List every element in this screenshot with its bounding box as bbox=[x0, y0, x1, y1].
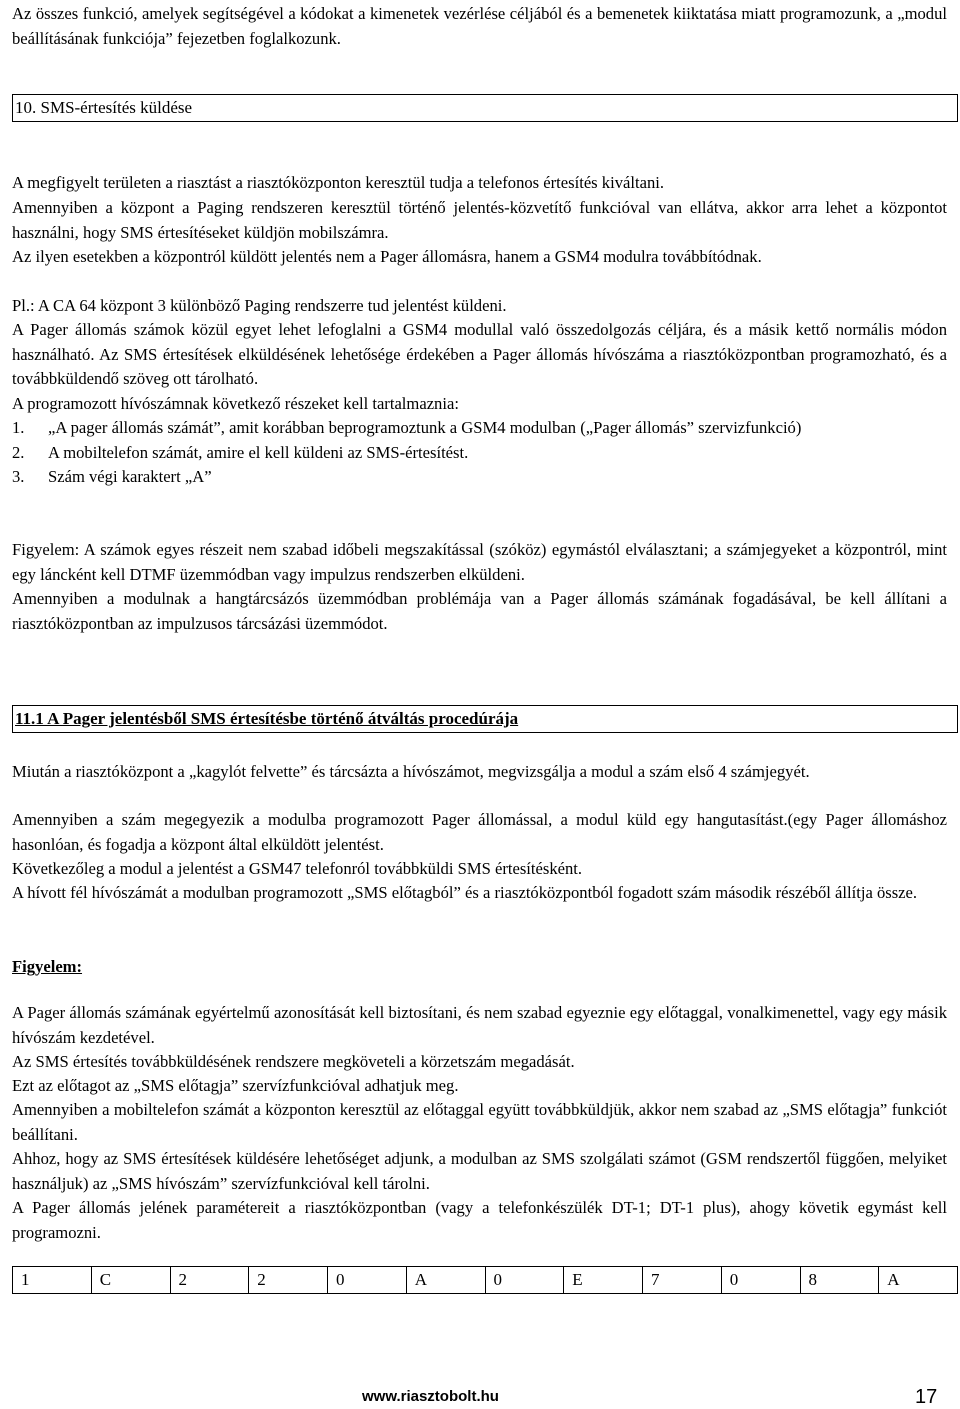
section-10-heading: 10. SMS-értesítés küldése bbox=[12, 94, 958, 122]
figyelem-p3: Ezt az előtagot az „SMS előtagja” szervízfunkcióval adhatjuk meg. bbox=[12, 1076, 459, 1095]
section-10-p4: Pl.: A CA 64 központ 3 különböző Paging rendszerre tud jelentést küldeni. bbox=[12, 296, 507, 315]
section-11-p3: Következőleg a modul a jelentést a GSM47 telefonról továbbküldi SMS értesítésként. bbox=[12, 859, 583, 878]
list-item-text: „A pager állomás számát”, amit korábban beprogramoztunk a GSM4 modulban („Pager állomás” szervizfunkció) bbox=[48, 418, 802, 437]
list-item-text: Szám végi karaktert „A” bbox=[48, 467, 212, 486]
list-item-number: 2. bbox=[12, 442, 25, 462]
list-item bbox=[12, 465, 947, 490]
page-number: 17 bbox=[915, 1386, 938, 1408]
figyelem-p1: A Pager állomás számának egyértelmű azonosítását kell biztosítani, és nem szabad egyeznie egy előtaggal, vonalkimenettel, vagy egy másik hívószám kezdetével. bbox=[12, 1003, 947, 1047]
table-row bbox=[13, 1267, 958, 1294]
section-11-heading: 11.1 A Pager jelentésből SMS értesítésbe történő átváltás procedúrája bbox=[12, 705, 958, 733]
figyelem-p5: Ahhoz, hogy az SMS értesítések küldésére lehetőséget adjunk, a modulban az SMS szolgálati számot (GSM rendszertől függően, melyiket használjuk) az „SMS hívószám” szervízfunkcióval kell tárolni. bbox=[12, 1149, 947, 1193]
footer-url: www.riasztobolt.hu bbox=[362, 1388, 499, 1405]
code-cell: 2 bbox=[170, 1267, 249, 1294]
figyelem-p6: A Pager állomás jelének paramétereit a riasztóközpontban (vagy a telefonkészülék DT-1; DT-1 plus), ahogy követik egymást kell programozni. bbox=[12, 1198, 947, 1242]
list-item bbox=[12, 441, 947, 466]
list-item-text: A mobiltelefon számát, amire el kell küldeni az SMS-értesítést. bbox=[48, 442, 469, 462]
number-parts-list bbox=[12, 416, 947, 490]
code-cell: 8 bbox=[800, 1267, 879, 1294]
list-item-number: 1. bbox=[12, 418, 25, 437]
code-cell: 1 bbox=[13, 1267, 92, 1294]
section-10-p3: Az ilyen esetekben a központról küldött jelentés nem a Pager állomásra, hanem a GSM4 modulra továbbítódnak. bbox=[12, 247, 762, 266]
code-cell: 7 bbox=[643, 1267, 722, 1294]
section-11-p2: Amennyiben a szám megegyezik a modulba programozott Pager állomással, a modul küld egy hangutasítást.(egy Pager állomáshoz hasonlóan, és fogadja a központ által elküldött jelentést. bbox=[12, 810, 947, 854]
code-cell: 0 bbox=[721, 1267, 800, 1294]
section-10-p6: A programozott hívószámnak következő részeket kell tartalmaznia: bbox=[12, 394, 459, 413]
list-item-number: 3. bbox=[12, 467, 25, 486]
section-10-p8: Amennyiben a modulnak a hangtárcsázós üzemmódban problémája van a Pager állomás számának fogadásával, be kell állítani a riasztóközpontban az impulzusos tárcsázási üzemmódot. bbox=[12, 589, 947, 633]
figyelem-p4: Amennyiben a mobiltelefon számát a központon keresztül az előtaggal együtt továbbküldjük, akkor nem szabad az „SMS előtagja” funkciót beállítani. bbox=[12, 1100, 947, 1144]
code-cell: 0 bbox=[328, 1267, 407, 1294]
section-10-p2: Amennyiben a központ a Paging rendszeren keresztül történő jelentés-közvetítő funkcióval van ellátva, akkor arra lehet a központot használni, hogy SMS értesítéseket küldjön mobilszámra. bbox=[12, 198, 947, 242]
section-10-p1: A megfigyelt területen a riasztást a riasztóközponton keresztül tudja a telefonos értesítés kiváltani. bbox=[12, 173, 665, 192]
intro-paragraph: Az összes funkció, amelyek segítségével a kódokat a kimenetek vezérlése céljából és a bemenetek kiiktatása miatt programozunk, a „modul beállításának funkciója” fejezetben foglalkozunk. bbox=[12, 4, 947, 48]
code-cell: A bbox=[406, 1267, 485, 1294]
section-10-p5: A Pager állomás számok közül egyet lehet lefoglalni a GSM4 modullal való összedolgozás céljára, és a másik kettő normális módon használható. Az SMS értesítések elküldésének lehetősége érdekében a Pager állomás hívószáma a riasztóközpontban programozható, és a továbbküldendő szöveg ott tárolható. bbox=[12, 320, 947, 388]
figyelem-p2: Az SMS értesítés továbbküldésének rendszere megköveteli a körzetszám megadását. bbox=[12, 1052, 575, 1071]
code-cell: A bbox=[879, 1267, 958, 1294]
code-cell: E bbox=[564, 1267, 643, 1294]
section-11-p4: A hívott fél hívószámát a modulban programozott „SMS előtagból” és a riasztóközpontból fogadott szám második részéből állítja össze. bbox=[12, 883, 918, 902]
list-item bbox=[12, 416, 947, 441]
code-cell: C bbox=[91, 1267, 170, 1294]
figyelem-label: Figyelem: bbox=[12, 957, 83, 976]
code-cell: 0 bbox=[485, 1267, 564, 1294]
code-cell: 2 bbox=[249, 1267, 328, 1294]
pager-code-table bbox=[12, 1266, 958, 1294]
section-10-p7: Figyelem: A számok egyes részeit nem szabad időbeli megszakítással (szóköz) egymástól elválasztani; a számjegyeket a központról, mint egy láncként kell DTMF üzemmódban vagy impulzus rendszerben elküldeni. bbox=[12, 540, 947, 584]
section-11-p1: Miután a riasztóközpont a „kagylót felvette” és tárcsázta a hívószámot, megvizsgálja a modul a szám első 4 számjegyét. bbox=[12, 762, 810, 781]
